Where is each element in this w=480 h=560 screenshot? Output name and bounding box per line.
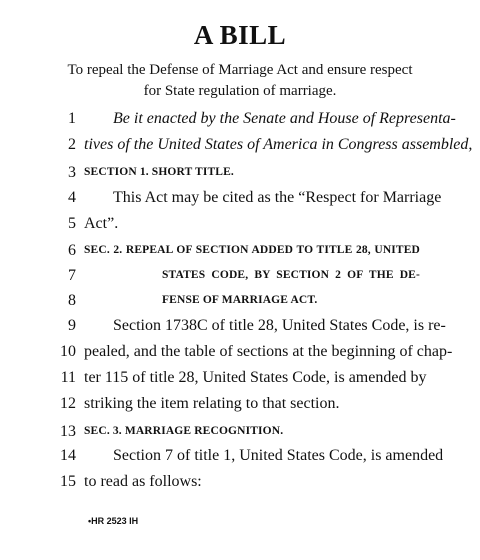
line-number: 5 — [68, 215, 76, 232]
bill-line — [0, 292, 480, 318]
purpose-line-1: To repeal the Defense of Marriage Act and ensure respect — [67, 62, 413, 78]
line-number: 10 — [60, 343, 76, 360]
line-text: Act”. — [84, 215, 119, 232]
bill-line — [0, 369, 480, 395]
line-number: 14 — [60, 447, 76, 464]
bill-footer-id: •HR 2523 IH — [88, 516, 139, 526]
line-text: Section 1738C of title 28, United States Code, is re- — [113, 317, 446, 334]
bill-line — [0, 215, 480, 241]
bill-line — [0, 242, 480, 268]
bill-line — [0, 136, 480, 162]
bill-line — [0, 110, 480, 136]
section-heading: SEC. 2. REPEAL OF SECTION ADDED TO TITLE 28, UNITED — [84, 244, 420, 256]
line-text: to read as follows: — [84, 473, 202, 490]
bill-line — [0, 395, 480, 421]
line-text: Section 7 of title 1, United States Code, is amended — [113, 447, 444, 464]
line-number: 3 — [68, 164, 76, 181]
line-text: ter 115 of title 28, United States Code, is amended by — [84, 369, 427, 386]
line-number: 15 — [60, 473, 76, 490]
bill-purpose — [0, 60, 480, 102]
bill-line — [0, 447, 480, 473]
purpose-line-2: for State regulation of marriage. — [143, 83, 337, 99]
bill-line — [0, 317, 480, 343]
line-number: 9 — [68, 317, 76, 334]
section-heading: FENSE OF MARRIAGE ACT. — [162, 294, 318, 306]
line-number: 1 — [68, 110, 76, 127]
bill-line — [0, 423, 480, 449]
line-number: 13 — [60, 423, 76, 440]
bill-line — [0, 343, 480, 369]
bill-line — [0, 267, 480, 293]
line-number: 8 — [68, 292, 76, 309]
line-number: 11 — [60, 369, 76, 386]
line-number: 4 — [68, 189, 76, 206]
section-heading: STATES CODE, BY SECTION 2 OF THE DE- — [162, 269, 420, 281]
line-text: pealed, and the table of sections at the beginning of chap- — [84, 343, 453, 360]
section-heading: SECTION 1. SHORT TITLE. — [84, 166, 234, 178]
bill-line — [0, 189, 480, 215]
bill-line — [0, 473, 480, 499]
line-number: 6 — [68, 242, 76, 259]
bill-title: A BILL — [193, 20, 287, 50]
line-text: This Act may be cited as the “Respect for Marriage — [113, 189, 442, 206]
line-number: 7 — [68, 267, 76, 284]
line-text: Be it enacted by the Senate and House of Representa- — [113, 110, 456, 127]
line-text: tives of the United States of America in Congress assembled, — [84, 136, 473, 153]
section-heading: SEC. 3. MARRIAGE RECOGNITION. — [84, 425, 284, 437]
line-number: 12 — [60, 395, 76, 412]
line-text: striking the item relating to that section. — [84, 395, 340, 412]
line-number: 2 — [68, 136, 76, 153]
bill-line — [0, 164, 480, 190]
